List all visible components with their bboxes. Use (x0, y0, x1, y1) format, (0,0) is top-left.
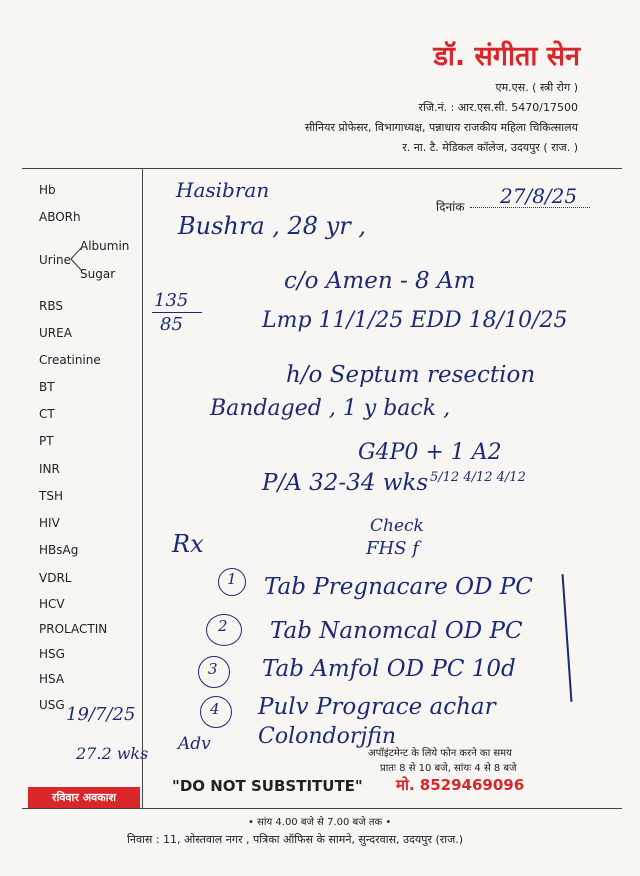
plan-check: Check (370, 516, 424, 536)
rx-item-4-num: 4 (210, 700, 220, 718)
lab-urine-albumin: Albumin (80, 239, 130, 253)
column-divider (142, 168, 143, 808)
doctor-position: सीनियर प्रोफेसर, विभागाध्यक्ष, पन्नाधाय राजकीय महिला चिकित्सालय (304, 121, 578, 134)
lab-prolactin: PROLACTIN (39, 622, 108, 636)
usg-note: 27.2 wks (76, 744, 149, 763)
plan-fhs: FHS f (366, 538, 419, 559)
date-label: दिनांक (436, 200, 465, 214)
lab-aborh: ABORh (39, 210, 81, 224)
lab-hsg: HSG (39, 647, 65, 661)
lmp-edd: Lmp 11/1/25 EDD 18/10/25 (262, 308, 568, 333)
lab-hcv: HCV (39, 597, 65, 611)
do-not-substitute: "DO NOT SUBSTITUTE" (172, 777, 363, 795)
rx-item-4: Pulv Prograce achar (258, 694, 496, 720)
obstetric-score: G4P0 + 1 A2 (358, 440, 502, 465)
rx-item-1-num: 1 (227, 570, 237, 588)
rx-item-1: Tab Pregnacare OD PC (264, 574, 533, 600)
doctor-qualification: एम.एस. ( स्त्री रोग ) (495, 81, 578, 94)
rx-item-2: Tab Nanomcal OD PC (270, 618, 523, 644)
rx-bracket-line (562, 574, 573, 702)
lab-hb: Hb (39, 183, 56, 197)
advice-text: Colondorjfin (258, 724, 397, 749)
lab-creatinine: Creatinine (39, 353, 101, 367)
lab-rbs: RBS (39, 299, 63, 313)
history-septum: h/o Septum resection (286, 362, 536, 388)
residence-address: निवास : 11, ओस्तवाल नगर , पत्रिका ऑफिस के सामने, सुन्दरवास, उदयपुर (राज.) (127, 833, 464, 846)
lab-tsh: TSH (39, 489, 63, 503)
appointment-hours: प्रातः 8 से 10 बजे, सांयः 4 से 8 बजे (380, 763, 517, 774)
lab-usg: USG (39, 698, 65, 712)
header-divider (22, 168, 622, 169)
date-value: 27/8/25 (500, 184, 578, 208)
appointment-title: अपॉइंटमेन्ट के लिये फोन करने का समय (368, 748, 512, 759)
mobile-number: मो. 8529469096 (396, 776, 525, 794)
chief-complaint: c/o Amen - 8 Am (284, 268, 476, 294)
bp-fraction-line (152, 312, 202, 313)
lab-hsa: HSA (39, 672, 65, 686)
patient-name-top: Hasibran (176, 178, 270, 202)
rx-item-3: Tab Amfol OD PC 10d (262, 656, 516, 682)
rx-symbol: Rx (172, 530, 204, 558)
history-detail: Bandaged , 1 y back , (210, 396, 451, 421)
lab-hbsag: HBsAg (39, 543, 79, 557)
lab-hiv: HIV (39, 516, 60, 530)
per-abdomen: P/A 32-34 wks (262, 470, 429, 496)
rx-item-2-num: 2 (218, 617, 228, 635)
footer-divider (22, 808, 622, 809)
doctor-name: डॉ. संगीता सेन (433, 41, 580, 72)
lab-vdrl: VDRL (39, 571, 72, 585)
registration-number: रजि.नं. : आर.एस.सी. 5470/17500 (418, 101, 578, 114)
patient-details: Bushra , 28 yr , (178, 212, 366, 240)
institution: र. ना. टै. मेडिकल कॉलेज, उदयपुर ( राज. ) (402, 141, 578, 154)
usg-date: 19/7/25 (66, 704, 136, 725)
lab-urine: Urine (39, 253, 72, 267)
lab-pt: PT (39, 434, 54, 448)
lab-ct: CT (39, 407, 55, 421)
sunday-off-badge: रविवार अवकाश (28, 787, 140, 808)
lab-bt: BT (39, 380, 55, 394)
bp-systolic: 135 (154, 290, 189, 311)
advice-label: Adv (178, 734, 211, 754)
lab-urea: UREA (39, 326, 72, 340)
bp-diastolic: 85 (160, 314, 183, 335)
lab-inr: INR (39, 462, 60, 476)
obstetric-dates: 5/12 4/12 4/12 (430, 470, 526, 485)
lab-urine-sugar: Sugar (80, 267, 116, 281)
evening-hours: • सांय 4.00 बजे से 7.00 बजे तक • (248, 817, 392, 828)
rx-item-3-num: 3 (208, 660, 218, 678)
